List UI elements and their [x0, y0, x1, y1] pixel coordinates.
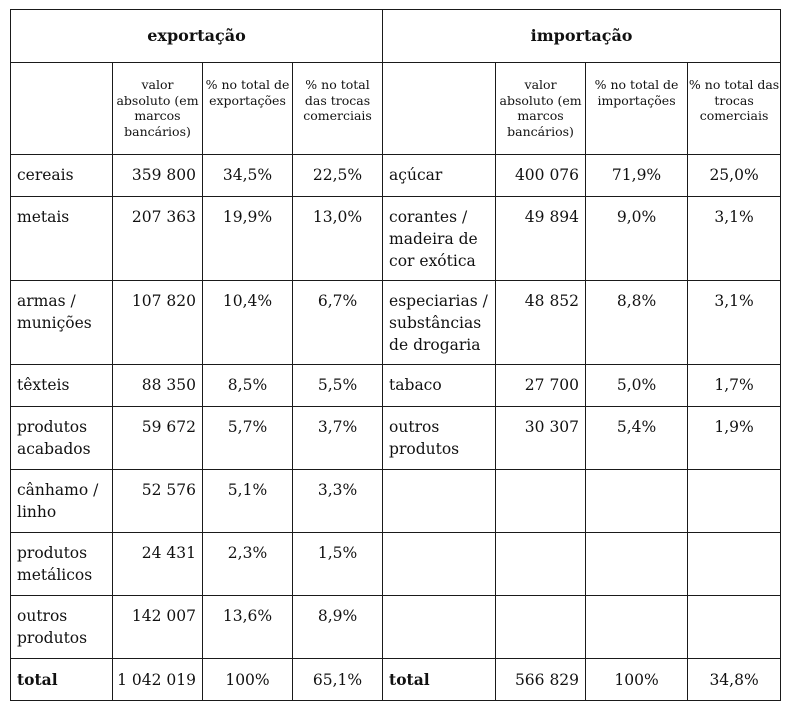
- import-pct: 9,0%: [586, 197, 688, 281]
- col-pct-import: % no total de importações: [586, 63, 688, 155]
- table-row: [11, 533, 781, 596]
- export-pct: 13,6%: [203, 596, 293, 659]
- empty-cell: [496, 470, 586, 533]
- export-item: produtos acabados: [11, 407, 113, 470]
- export-value: 88 350: [113, 365, 203, 407]
- export-value: 359 800: [113, 155, 203, 197]
- export-value: 52 576: [113, 470, 203, 533]
- empty-cell: [688, 533, 781, 596]
- import-item: tabaco: [383, 365, 496, 407]
- import-item: outros produtos: [383, 407, 496, 470]
- table-row: [11, 197, 781, 281]
- empty-cell: [586, 533, 688, 596]
- empty-cell: [688, 596, 781, 659]
- table-row: [11, 155, 781, 197]
- export-trade: 22,5%: [293, 155, 383, 197]
- table-row: [11, 365, 781, 407]
- col-pct-trade: % no total das trocas comerciais: [293, 63, 383, 155]
- export-trade: 5,5%: [293, 365, 383, 407]
- trade-table: [10, 9, 781, 701]
- empty-cell: [383, 470, 496, 533]
- export-total-trade: 65,1%: [293, 659, 383, 701]
- export-value: 142 007: [113, 596, 203, 659]
- export-pct: 5,1%: [203, 470, 293, 533]
- import-pct: 8,8%: [586, 281, 688, 365]
- col-valor: valor absoluto (em marcos bancários): [113, 63, 203, 155]
- import-total-trade: 34,8%: [688, 659, 781, 701]
- import-value: 49 894: [496, 197, 586, 281]
- empty-cell: [586, 596, 688, 659]
- import-value: 30 307: [496, 407, 586, 470]
- import-item: especiarias / substâncias de drogaria: [383, 281, 496, 365]
- import-total-pct: 100%: [586, 659, 688, 701]
- export-value: 24 431: [113, 533, 203, 596]
- col-valor: valor absoluto (em marcos bancários): [496, 63, 586, 155]
- export-value: 107 820: [113, 281, 203, 365]
- import-header: importação: [383, 10, 781, 63]
- empty-cell: [688, 470, 781, 533]
- export-total-value: 1 042 019: [113, 659, 203, 701]
- export-pct: 19,9%: [203, 197, 293, 281]
- export-item: metais: [11, 197, 113, 281]
- empty-cell: [496, 596, 586, 659]
- import-pct: 5,0%: [586, 365, 688, 407]
- total-label: total: [11, 659, 113, 701]
- empty-cell: [383, 533, 496, 596]
- table-row: [11, 281, 781, 365]
- import-total-value: 566 829: [496, 659, 586, 701]
- import-value: 27 700: [496, 365, 586, 407]
- empty-cell: [383, 596, 496, 659]
- import-pct: 5,4%: [586, 407, 688, 470]
- export-trade: 1,5%: [293, 533, 383, 596]
- import-item: açúcar: [383, 155, 496, 197]
- col-pct-export: % no total de exportações: [203, 63, 293, 155]
- import-value: 48 852: [496, 281, 586, 365]
- export-item: cereais: [11, 155, 113, 197]
- export-pct: 8,5%: [203, 365, 293, 407]
- import-pct: 71,9%: [586, 155, 688, 197]
- table-row: [11, 407, 781, 470]
- export-item: outros produtos: [11, 596, 113, 659]
- table-row: [11, 470, 781, 533]
- total-label: total: [383, 659, 496, 701]
- export-trade: 8,9%: [293, 596, 383, 659]
- total-row: [11, 659, 781, 701]
- header-blank: [11, 63, 113, 155]
- import-trade: 3,1%: [688, 281, 781, 365]
- export-item: cânhamo / linho: [11, 470, 113, 533]
- export-pct: 5,7%: [203, 407, 293, 470]
- empty-cell: [496, 533, 586, 596]
- import-trade: 3,1%: [688, 197, 781, 281]
- export-trade: 3,7%: [293, 407, 383, 470]
- export-trade: 6,7%: [293, 281, 383, 365]
- export-value: 207 363: [113, 197, 203, 281]
- import-item: corantes / madeira de cor exótica: [383, 197, 496, 281]
- export-item: armas / munições: [11, 281, 113, 365]
- import-trade: 1,9%: [688, 407, 781, 470]
- export-header: exportação: [11, 10, 383, 63]
- export-pct: 2,3%: [203, 533, 293, 596]
- export-trade: 13,0%: [293, 197, 383, 281]
- export-value: 59 672: [113, 407, 203, 470]
- import-value: 400 076: [496, 155, 586, 197]
- import-trade: 25,0%: [688, 155, 781, 197]
- header-blank: [383, 63, 496, 155]
- export-pct: 34,5%: [203, 155, 293, 197]
- export-trade: 3,3%: [293, 470, 383, 533]
- export-item: têxteis: [11, 365, 113, 407]
- export-item: produtos metálicos: [11, 533, 113, 596]
- empty-cell: [586, 470, 688, 533]
- import-trade: 1,7%: [688, 365, 781, 407]
- export-total-pct: 100%: [203, 659, 293, 701]
- table-row: [11, 596, 781, 659]
- export-pct: 10,4%: [203, 281, 293, 365]
- col-pct-trade: % no total das trocas comerciais: [688, 63, 781, 155]
